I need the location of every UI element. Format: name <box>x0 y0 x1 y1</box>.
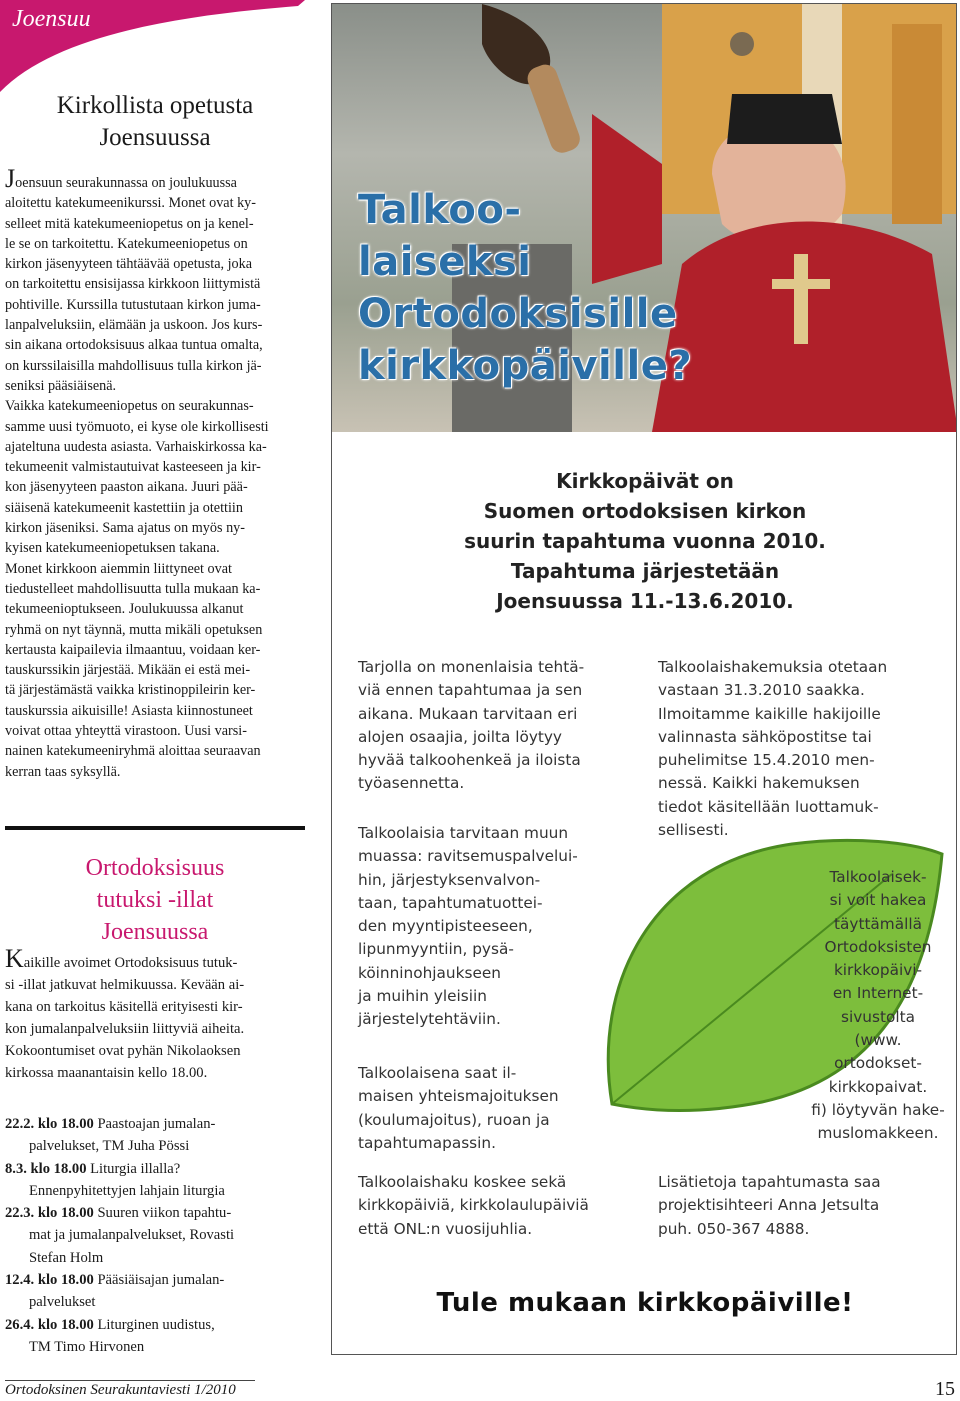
article2-line: si -illat jatkuvat helmikuussa. Kevään ai- <box>5 977 245 993</box>
schedule-detail: palvelukset, TM Juha Pössi <box>29 1138 190 1155</box>
ad-text-line: taan, tapahtumatuottei- <box>358 893 543 912</box>
schedule-date: 26.4. klo 18.00 <box>5 1316 98 1333</box>
article1-body <box>5 164 307 782</box>
ad-text-line: en Internet- <box>832 984 924 1003</box>
ad-lead-line: Joensuussa 11.-13.6.2010. <box>496 589 794 613</box>
ad-text-line: fi) löytyvän hake- <box>811 1100 945 1119</box>
ad-text-line: valinnasta sähköpostitse tai <box>658 727 872 746</box>
ad-text-line: den myyntipisteeseen, <box>358 917 533 936</box>
ad-text-line: aikana. Mukaan tarvitaan eri <box>358 704 578 723</box>
ad-text-line: Lisätietoja tapahtumasta saa <box>658 1173 881 1191</box>
ad-text-line: viä ennen tapahtumaa ja sen <box>358 681 583 700</box>
ad-text-line: tiedot käsitellään luottamuk- <box>658 797 879 816</box>
ad-text-line: nessä. Kaikki hakemuksen <box>658 774 860 793</box>
ad-headline <box>358 184 692 392</box>
ad-info-contact <box>658 1171 948 1241</box>
column-divider <box>5 826 305 830</box>
article2-line: Kokoontumiset ovat pyhän Nikolaoksen <box>5 1043 241 1059</box>
ad-text-line: puh. 050-367 4888. <box>658 1219 810 1238</box>
article1-line: voivat ottaa yhteyttä virastoon. Uusi varsi- <box>5 723 247 740</box>
ad-lead-line: Suomen ortodoksisen kirkon <box>483 499 807 523</box>
ad-text-line: sellisesti. <box>658 821 729 840</box>
article1-line: aloitettu katekumeenikurssi. Monet ovat ky- <box>5 195 256 212</box>
article1-line: le se on tarkoitettu. Katekumeeniopetus on <box>5 235 248 252</box>
article2-title-line2: tutuksi -illat <box>96 887 214 913</box>
schedule-detail: Ennenpyhitettyjen lahjain liturgia <box>29 1182 225 1199</box>
article1-line: tiedustelleet mahdollisuutta tulla mukaan ka- <box>5 580 261 597</box>
ad-headline-line: laiseksi <box>358 239 532 285</box>
article1-line: tä järjestämästä vaikka kristinoppileirin ker- <box>5 682 256 699</box>
schedule-detail: mat ja jumalanpalvelukset, Rovasti <box>29 1227 235 1244</box>
ad-call-to-action: Tule mukaan kirkkopäiville! <box>436 1288 854 1318</box>
ad-text-line: Talkoolaishakemuksia otetaan <box>658 658 888 676</box>
ad-text-line: ortodokset- <box>834 1054 922 1073</box>
schedule-detail: palvelukset <box>29 1294 96 1311</box>
article1-line: lanpalveluksiin, elämään ja uskoon. Jos kurs- <box>5 317 263 334</box>
article1-line: siäisenä katekumeenit kastettiin ja otettiin <box>5 499 243 516</box>
priest-blessing-photo <box>332 4 957 432</box>
event-schedule <box>5 1113 310 1358</box>
article1-title-line2: Joensuussa <box>99 124 211 151</box>
article1-title <box>0 90 310 154</box>
ad-text-line: puhelimitse 15.4.2010 men- <box>658 751 875 770</box>
ad-info-apply-online <box>808 866 948 1146</box>
ad-info-applications <box>658 656 948 842</box>
schedule-item <box>5 1202 310 1269</box>
article1-dropcap: J <box>5 164 16 193</box>
article1-line: ryhmä on nyt täynnä, mutta mikäli opetuksen <box>5 621 263 638</box>
article1-line: nainen katekumeeniryhmä aloittaa seuraavan <box>5 743 261 760</box>
article1-line: on kurssilaisilla mahdollisuus tulla kirkon jä- <box>5 357 262 374</box>
article1-line: kon jäsenyyteen paaston aikana. Juuri pää- <box>5 479 248 496</box>
article1-line: kertausta kaipailevia ilmaantuu, voidaan ker- <box>5 641 261 658</box>
schedule-detail: Stefan Holm <box>29 1249 104 1266</box>
ad-text-line: (www. <box>854 1031 902 1050</box>
ad-lead-line: Kirkkopäivät on <box>556 469 734 493</box>
footer-rule <box>5 1380 255 1381</box>
ad-text-line: Tarjolla on monenlaisia tehtä- <box>358 658 585 676</box>
article2-line: Kaikille avoimet Ortodoksisuus tutuk- <box>5 944 238 973</box>
article2-title-line3: Joensuussa <box>101 919 209 945</box>
section-tab <box>0 0 310 92</box>
ad-text-line: (koulumajoitus), ruoan ja <box>358 1110 550 1129</box>
article1-line: on tarkoitettu ensisijassa kirkkoon liittymistä <box>5 276 261 293</box>
article1-line: samme uusi työmuoto, ei kyse ole kirkollisesti <box>5 418 269 435</box>
article1-line: tekumeenioptukseen. Joulukuussa alkanut <box>5 601 244 618</box>
ad-text-line: hyvää talkoohenkeä ja iloista <box>358 751 581 770</box>
ad-headline-line: Ortodoksisille <box>358 291 678 337</box>
publication-name: Ortodoksinen Seurakuntaviesti 1/2010 <box>5 1382 236 1398</box>
ad-lead-line: suurin tapahtuma vuonna 2010. <box>464 529 826 553</box>
ad-text-line: sivustolta <box>841 1007 915 1026</box>
ad-text-line: kirkkopäiviä, kirkkolaulupäiviä <box>358 1196 589 1215</box>
ad-text-line: Talkoolaisek- <box>829 868 927 886</box>
schedule-topic: Pääsiäisajan jumalan- <box>97 1272 225 1289</box>
ad-info-tasks <box>358 656 648 796</box>
article2-body <box>5 944 307 1084</box>
ad-text-line: täyttämällä <box>834 914 922 933</box>
schedule-detail: TM Timo Hirvonen <box>29 1338 145 1355</box>
ad-text-line: Talkoolaishaku koskee sekä <box>358 1173 567 1191</box>
article1-line: tauskurssia aikuisille! Asiasta kiinnostuneet <box>5 702 253 719</box>
article1-line: tekumeenit valmistautuivat kasteeseen ja kir- <box>5 459 261 476</box>
ad-text-line: kirkkopäivi- <box>833 961 923 980</box>
article1-line: seniksi pääsiäisenä. <box>5 377 117 394</box>
schedule-date: 8.3. klo 18.00 <box>5 1160 91 1177</box>
schedule-topic: Paastoajan jumalan- <box>97 1116 216 1132</box>
article2-dropcap: K <box>5 944 24 973</box>
ad-text-line: kirkkopaivat. <box>828 1077 928 1096</box>
ad-text-line: että ONL:n vuosijuhlia. <box>358 1219 533 1238</box>
ad-headline-line: Talkoo- <box>358 187 522 233</box>
ad-text-line: Talkoolaisia tarvitaan muun <box>358 824 569 842</box>
article1-line: selleet mitä katekumeeniopetus on ja kenel- <box>5 215 254 232</box>
schedule-item <box>5 1158 310 1203</box>
article1-line: kerran taas syksyllä. <box>5 763 121 780</box>
ad-text-line: ja muihin yleisiin <box>358 987 487 1006</box>
article1-title-line1: Kirkollista opetusta <box>56 92 254 119</box>
ad-text-line: vastaan 31.3.2010 saakka. <box>658 681 865 700</box>
ad-text-line: työasennetta. <box>358 774 465 793</box>
ad-info-benefits <box>358 1062 628 1155</box>
article1-line: pohtiville. Kurssilla tutustutaan kirkon juma- <box>5 296 261 313</box>
ad-text-line: si voit hakea <box>829 891 927 910</box>
ad-text-line: alojen osaajia, joilta löytyy <box>358 727 562 746</box>
section-label: Joensuu <box>12 6 91 32</box>
ad-text-line: maisen yhteismajoituksen <box>358 1087 559 1106</box>
article1-line: kirkon jäsenyyteen tähtäävää opetusta, joka <box>5 256 253 273</box>
article1-line: kyisen katekumeeniopetuksen takana. <box>5 540 220 557</box>
ad-text-line: Talkoolaisena saat il- <box>358 1064 517 1082</box>
ad-info-roles <box>358 822 628 1032</box>
ad-text-line: hin, järjestyksenvalvon- <box>358 870 541 889</box>
schedule-item <box>5 1314 310 1359</box>
article2-line: kirkossa maanantaisin kello 18.00. <box>5 1065 208 1081</box>
ad-text-line: Ilmoitamme kaikille hakijoille <box>658 704 881 723</box>
article1-line: Joensuun seurakunnassa on joulukuussa <box>5 164 237 193</box>
ad-text-line: muassa: ravitsemuspalvelui- <box>358 847 578 866</box>
page-number: 15 <box>935 1378 955 1400</box>
ad-headline-line: kirkkopäiville? <box>358 343 693 389</box>
schedule-date: 22.2. klo 18.00 <box>5 1116 98 1132</box>
ad-info-scope <box>358 1171 648 1241</box>
schedule-item <box>5 1269 310 1314</box>
article2-title <box>0 852 310 948</box>
article2-title-line1: Ortodoksisuus <box>85 855 225 881</box>
schedule-date: 22.3. klo 18.00 <box>5 1205 98 1222</box>
article1-line: Monet kirkkoon aiemmin liittyneet ovat <box>5 560 232 577</box>
article1-line: kirkon jäseniksi. Sama ajatus on myös ny- <box>5 520 245 537</box>
schedule-topic: Suuren viikon tapahtu- <box>97 1205 232 1222</box>
article1-line: ajateltuna uudesta asiasta. Varhaiskirkossa ka- <box>5 438 267 455</box>
ad-text-line: tapahtumapassin. <box>358 1133 496 1152</box>
article1-line: tauskurssikin järjestää. Mikään ei estä mei- <box>5 662 251 679</box>
schedule-date: 12.4. klo 18.00 <box>5 1272 98 1289</box>
article1-line: Vaikka katekumeeniopetus on seurakunnas- <box>5 398 254 415</box>
ad-text-line: muslomakkeen. <box>817 1124 939 1143</box>
ad-text-line: projektisihteeri Anna Jetsulta <box>658 1196 880 1215</box>
kirkkopaivat-ad <box>331 3 957 1355</box>
schedule-topic: Liturginen uudistus, <box>97 1316 215 1333</box>
ad-lead-line: Tapahtuma järjestetään <box>510 559 780 583</box>
article1-line: sin aikana ortodoksisuus alkaa tuntua omalta, <box>5 337 263 354</box>
ad-text-line: lipunmyyntiin, pysä- <box>358 940 514 959</box>
ad-lead-text <box>332 466 957 616</box>
ad-text-line: järjestelytehtäviin. <box>358 1010 501 1029</box>
schedule-item <box>5 1113 310 1158</box>
article2-line: kon jumalanpalveluksiin liittyviä aiheita. <box>5 1021 245 1037</box>
schedule-topic: Liturgia illalla? <box>90 1160 181 1177</box>
ad-text-line: köinninohjaukseen <box>358 963 501 982</box>
article2-line: kana on tarkoitus käsitellä erityisesti kir- <box>5 999 243 1015</box>
ad-text-line: Ortodoksisten <box>824 937 932 956</box>
